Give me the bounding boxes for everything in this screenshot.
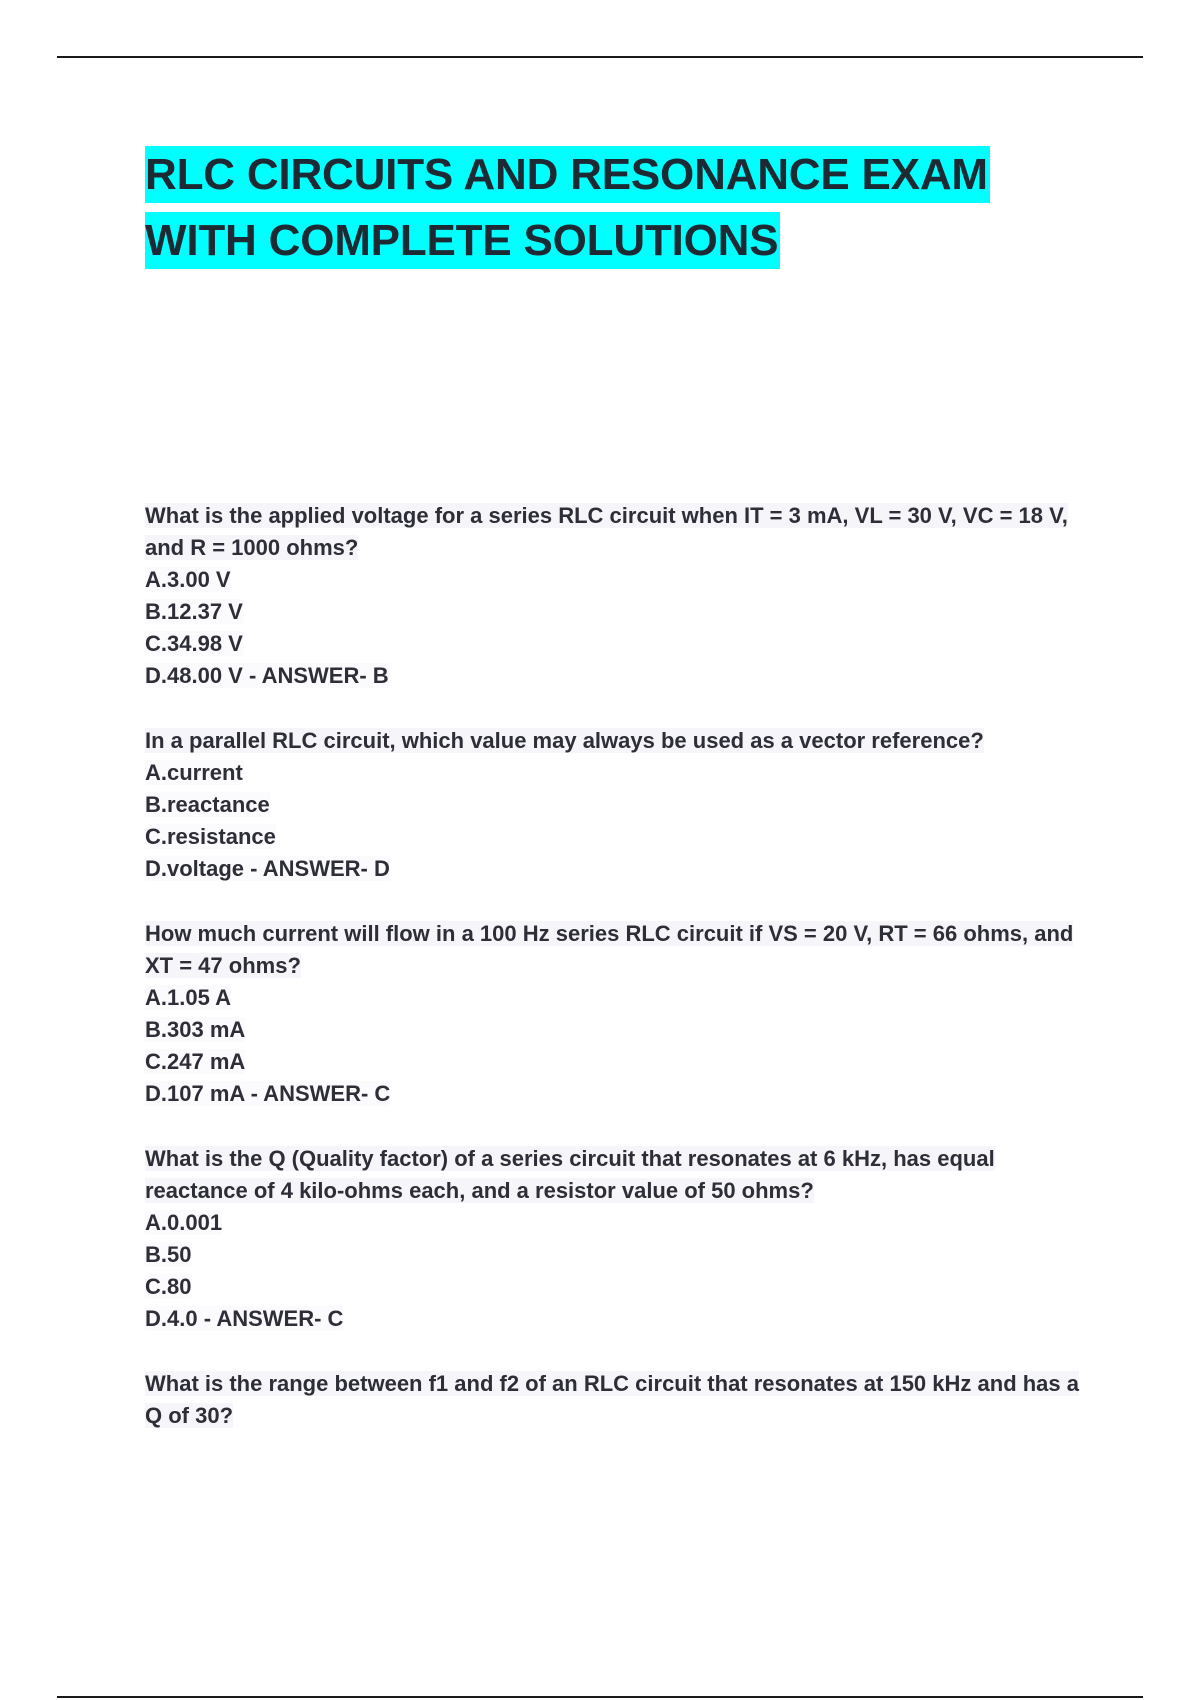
document-title — [145, 142, 1085, 274]
title-line-2: WITH COMPLETE SOLUTIONS — [145, 212, 780, 269]
option-c: C.247 mA — [145, 1049, 246, 1074]
option-d-answer: D.voltage - ANSWER- D — [145, 856, 390, 881]
question-block-4 — [145, 1143, 1090, 1335]
question-text: What is the Q (Quality factor) of a series circuit that resonates at 6 kHz, has equal reactance of 4 kilo-ohms each, and a resistor value of 50 ohms? — [145, 1146, 995, 1203]
question-block-5 — [145, 1368, 1090, 1432]
question-text: How much current will flow in a 100 Hz series RLC circuit if VS = 20 V, RT = 66 ohms, and XT = 47 ohms? — [145, 921, 1074, 978]
question-block-3 — [145, 918, 1090, 1110]
question-text: What is the range between f1 and f2 of an RLC circuit that resonates at 150 kHz and has a Q of 30? — [145, 1371, 1080, 1428]
question-text: In a parallel RLC circuit, which value may always be used as a vector reference? — [145, 728, 984, 753]
question-text: What is the applied voltage for a series RLC circuit when IT = 3 mA, VL = 30 V, VC = 18 V, and R = 1000 ohms? — [145, 503, 1068, 560]
option-d-answer: D.4.0 - ANSWER- C — [145, 1306, 344, 1331]
option-b: B.50 — [145, 1242, 192, 1267]
option-c: C.resistance — [145, 824, 276, 849]
question-block-2 — [145, 725, 1090, 885]
option-d-answer: D.48.00 V - ANSWER- B — [145, 663, 389, 688]
option-b: B.reactance — [145, 792, 270, 817]
question-list — [145, 500, 1090, 1465]
header-rule — [57, 56, 1143, 58]
option-a: A.current — [145, 760, 243, 785]
footer-rule — [57, 1696, 1143, 1698]
option-b: B.12.37 V — [145, 599, 243, 624]
option-a: A.3.00 V — [145, 567, 231, 592]
option-b: B.303 mA — [145, 1017, 246, 1042]
option-a: A.0.001 — [145, 1210, 223, 1235]
option-c: C.80 — [145, 1274, 192, 1299]
question-block-1 — [145, 500, 1090, 692]
option-d-answer: D.107 mA - ANSWER- C — [145, 1081, 391, 1106]
title-line-1: RLC CIRCUITS AND RESONANCE EXAM — [145, 146, 990, 203]
option-a: A.1.05 A — [145, 985, 232, 1010]
option-c: C.34.98 V — [145, 631, 243, 656]
